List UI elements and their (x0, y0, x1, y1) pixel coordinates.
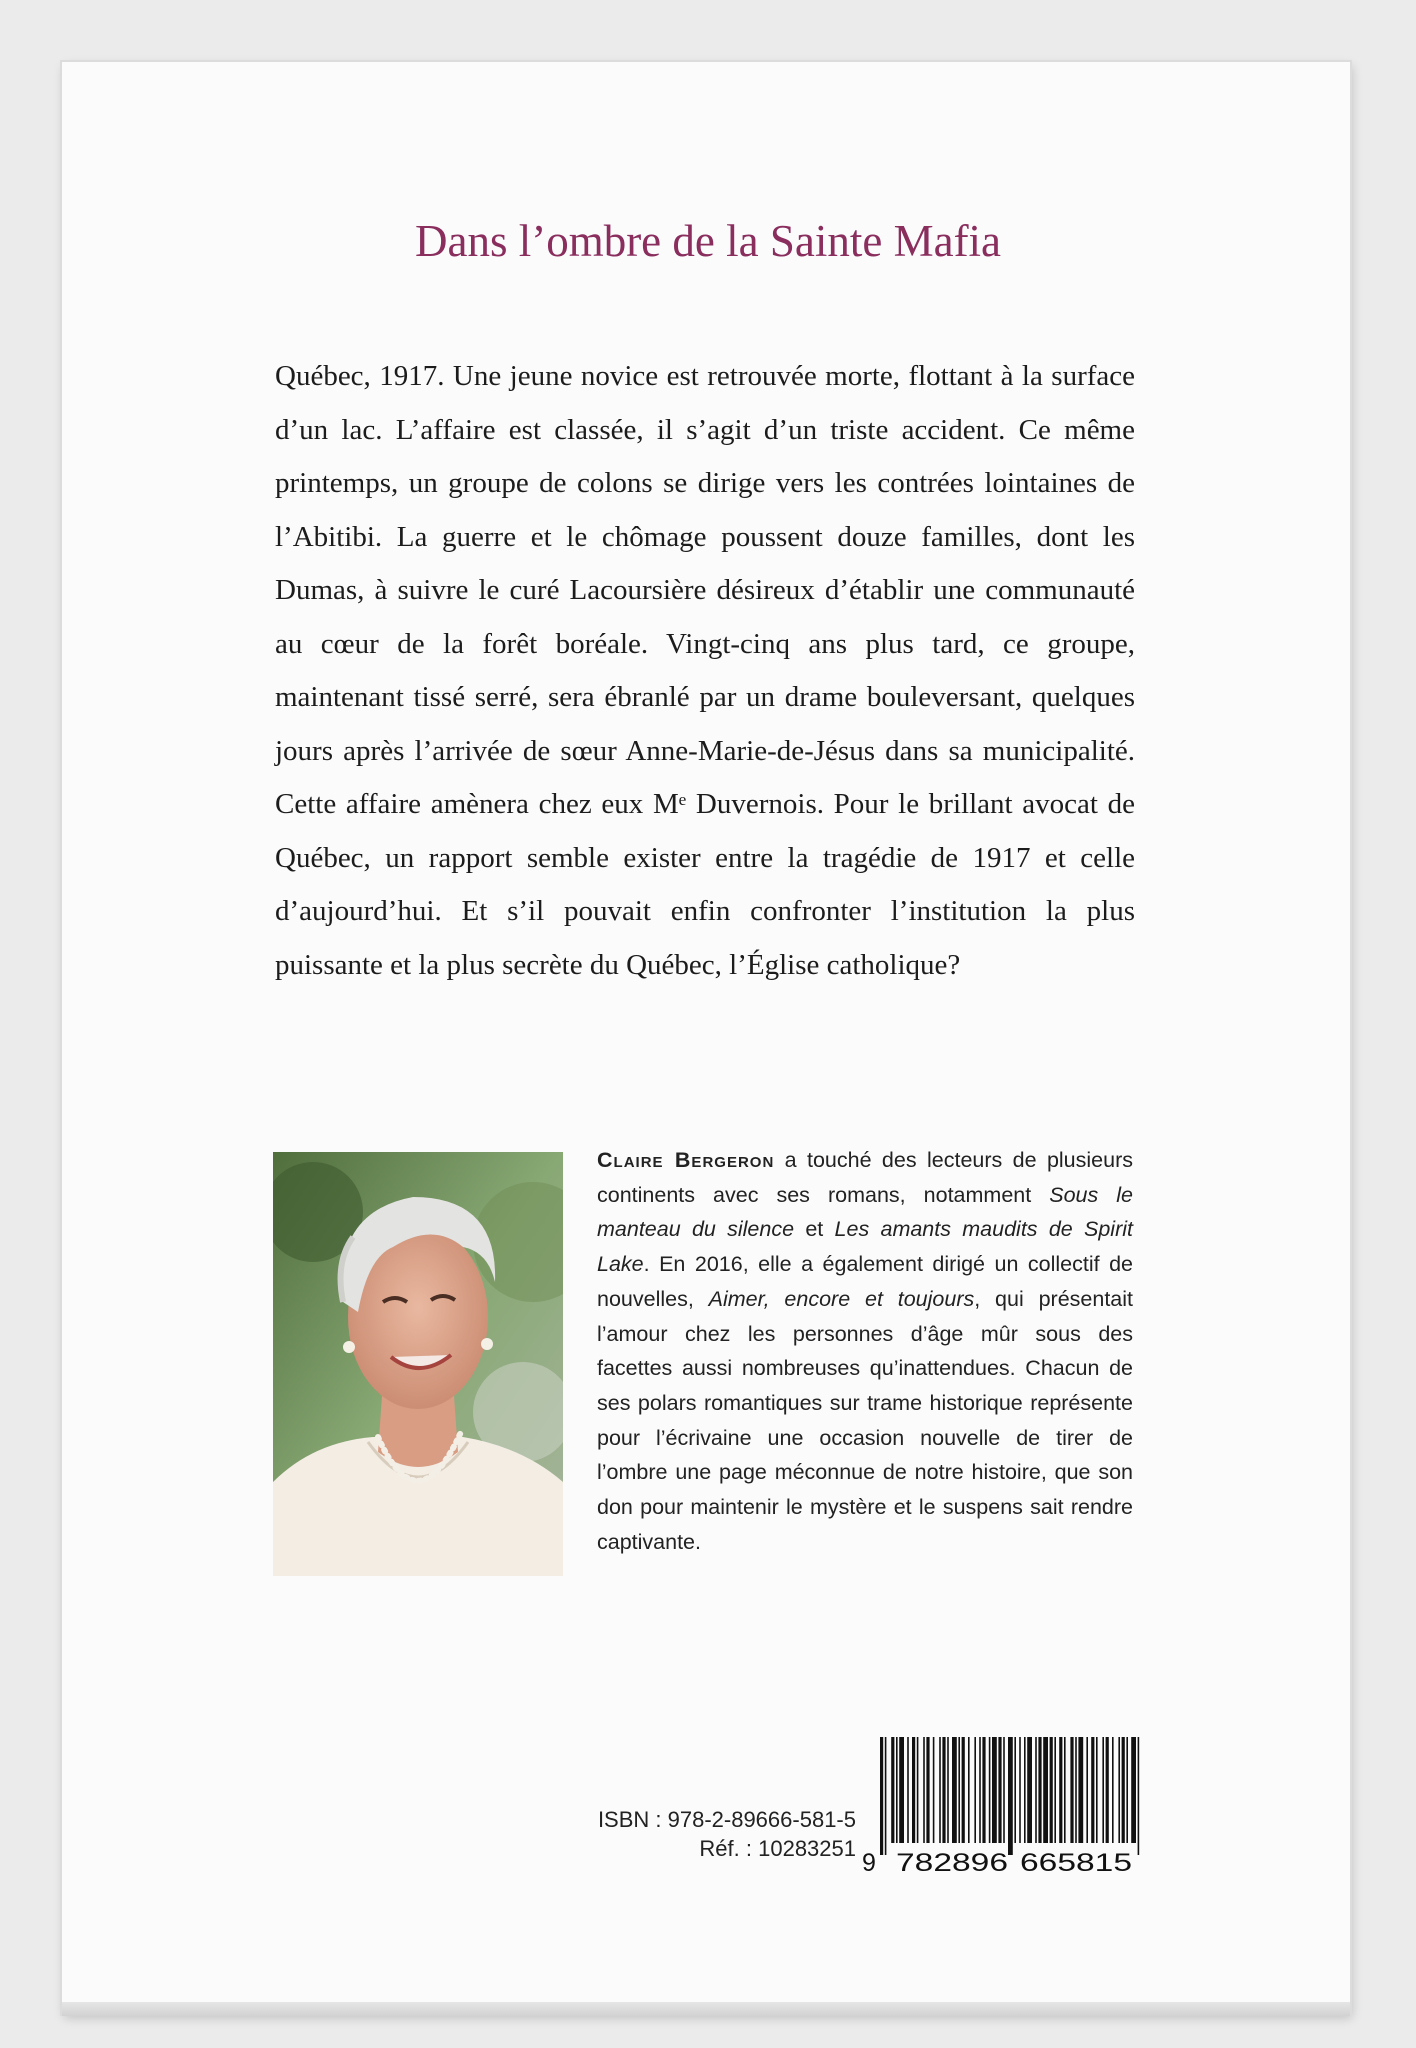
barcode-bar (917, 1737, 919, 1843)
barcode-bar (952, 1737, 957, 1843)
barcode-bar (880, 1737, 883, 1855)
barcode-bar (1131, 1737, 1136, 1843)
barcode-digits-left: 782896 (896, 1849, 1008, 1875)
barcode-bar (923, 1737, 925, 1843)
author-photo (273, 1152, 563, 1576)
barcode-bar (1070, 1737, 1073, 1843)
barcode-bar (1126, 1737, 1128, 1843)
author-bio (597, 1143, 1133, 1559)
bio-text-1: a touché des lecteurs de plusieurs continents avec ses romans, notamment (597, 1148, 1133, 1207)
barcode-bar (1075, 1737, 1077, 1843)
barcode-bar (899, 1737, 904, 1843)
barcode-bar (998, 1737, 1001, 1843)
book-title: Dans l’ombre de la Sainte Mafia (414, 216, 1002, 266)
barcode-bar (939, 1737, 941, 1843)
work-title-2: Les amants maudits de Spirit Lake (597, 1217, 1133, 1277)
barcode-bar (1102, 1737, 1104, 1843)
bio-text-4: , qui présentait l’amour chez les personnes d’âge mûr sous des facettes aussi nombreuses qu’inattendues. Chacun de ses polars romantiques sur trame historique représente pour l’écrivaine une occasion nouvelle de tirer de l’ombre une page méconnue de notre histoire, que son don pour maintenir le mystère et le suspens sait rendre captivante. (597, 1286, 1133, 1554)
barcode-bar (1043, 1737, 1048, 1843)
barcode-bar (891, 1737, 894, 1843)
barcode-bar (942, 1737, 945, 1843)
barcode-digit-first: 9 (862, 1849, 876, 1875)
barcode-bar (885, 1737, 887, 1855)
barcode-bar (1112, 1737, 1114, 1843)
barcode-bar (1014, 1737, 1016, 1843)
barcode-bar (947, 1737, 949, 1843)
bio-text-2: et (794, 1217, 835, 1242)
barcode-bar (1003, 1737, 1005, 1843)
barcode (862, 1735, 1144, 1875)
barcode-bar (1050, 1737, 1053, 1843)
barcode-bar (958, 1737, 960, 1843)
barcode-bar (1078, 1737, 1083, 1843)
cover-edge (62, 2002, 1350, 2016)
barcode-bar (1054, 1737, 1056, 1843)
barcode-bar (974, 1737, 976, 1843)
barcode-bar (896, 1737, 898, 1843)
barcode-bar (1008, 1737, 1013, 1855)
barcode-bar (1091, 1737, 1094, 1843)
barcode-bar (1086, 1737, 1088, 1843)
barcode-bar (962, 1737, 965, 1843)
author-name: Claire Bergeron (597, 1148, 775, 1172)
barcode-bar (1059, 1737, 1062, 1843)
work-title-3: Aimer, encore et toujours (708, 1286, 975, 1311)
barcode-bar (1019, 1737, 1021, 1843)
barcode-bar (1027, 1737, 1032, 1843)
bio-text-3: . En 2016, elle a également dirigé un collectif de nouvelles, (597, 1252, 1133, 1311)
barcode-bar (1024, 1737, 1026, 1843)
barcode-bar (1064, 1737, 1066, 1843)
barcode-digits-right: 665815 (1020, 1849, 1132, 1875)
barcode-bar (989, 1737, 991, 1843)
barcode-bar (1096, 1737, 1098, 1843)
barcode-bar (1106, 1737, 1109, 1843)
barcode-bar (933, 1737, 935, 1843)
barcode-bar (1118, 1737, 1120, 1843)
barcode-bar (907, 1737, 909, 1843)
barcode-bar (982, 1737, 985, 1843)
barcode-bar (1038, 1737, 1041, 1843)
work-title-1: Sous le manteau du silence (597, 1182, 1133, 1242)
barcode-bar (968, 1737, 970, 1843)
isbn-block (520, 1805, 856, 1863)
synopsis: Québec, 1917. Une jeune novice est retrouvée morte, flottant à la surface d’un lac. L’affaire est classée, il s’agit d’un triste accident. Ce même printemps, un groupe de colons se dirige vers les contrées lointaines de l’Abitibi. La guerre et le chômage poussent douze familles, dont les Dumas, à suivre le curé Lacoursière désireux d’établir une communauté au cœur de la forêt boréale. Vingt-cinq ans plus tard, ce groupe, maintenant tissé serré, sera ébranlé par un drame bouleversant, quelques jours après l’arrivée de sœur Anne-Marie-de-Jésus dans sa municipalité. Cette affaire amènera chez eux Mᵉ Duvernois. Pour le brillant avocat de Québec, un rapport semble exister entre la tragédie de 1917 et celle d’aujourd’hui. Et s’il pouvait enfin confronter l’institution la plus puissante et la plus secrète du Québec, l’Église catholique? (275, 360, 1135, 981)
barcode-bar (926, 1737, 929, 1843)
barcode-bar (1035, 1737, 1037, 1843)
isbn: ISBN : 978-2-89666-581-5 (597, 1807, 856, 1832)
barcode-bar (979, 1737, 981, 1843)
barcode-bar (1138, 1737, 1140, 1855)
barcode-bar (992, 1737, 997, 1843)
barcode-bar (912, 1737, 915, 1843)
reference-number: Réf. : 10283251 (699, 1836, 856, 1861)
barcode-bar (1122, 1737, 1125, 1843)
